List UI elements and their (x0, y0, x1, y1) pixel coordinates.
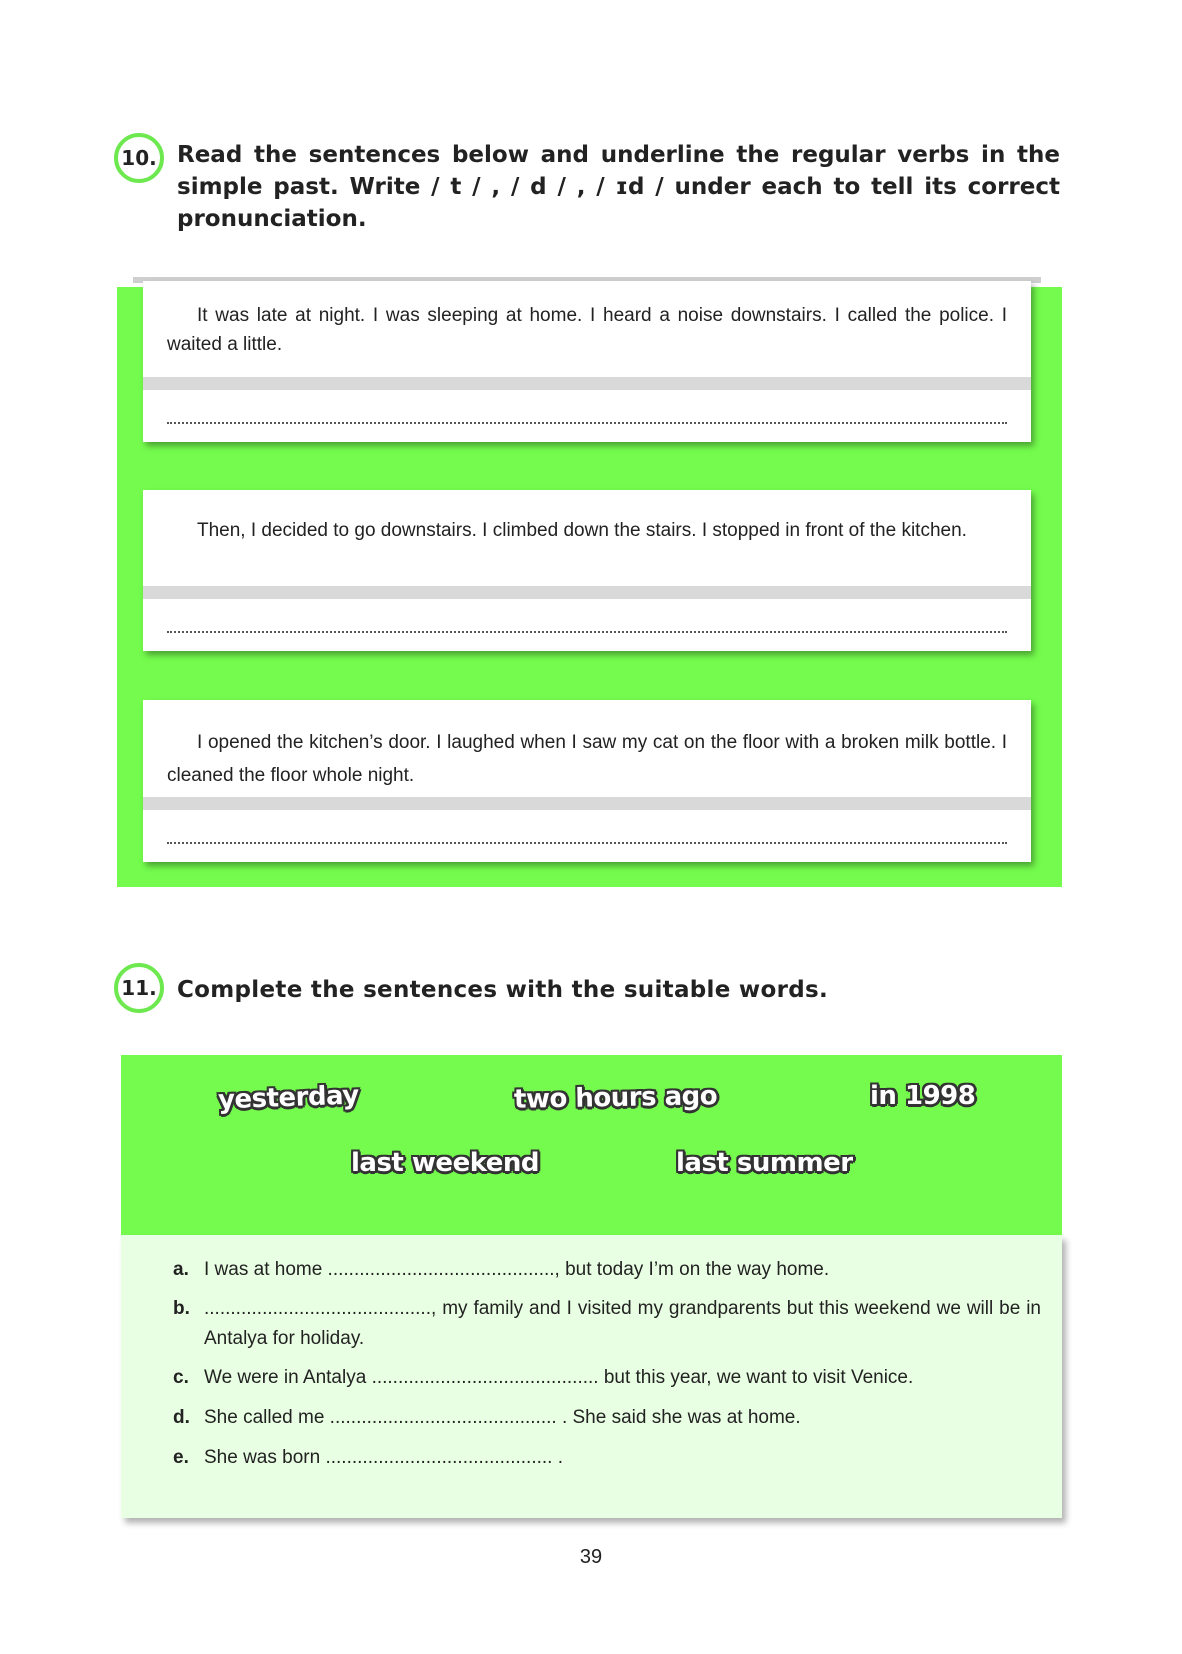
question-number-badge (114, 963, 164, 1013)
sentences-box (121, 1235, 1062, 1518)
sentence-label: b. (173, 1298, 190, 1319)
instruction-line: Read the sentences below and underline the regular verbs in the (177, 142, 1060, 168)
sentence-text: ..........................................., my family and I visited my grandparents but this weekend we will be in Antalya for holiday. (204, 1298, 1041, 1349)
dotted-line (167, 828, 1007, 844)
answer-line[interactable] (143, 390, 1031, 442)
sentence-item (173, 1363, 1041, 1393)
card-paragraph: It was late at night. I was sleeping at home. I heard a noise downstairs. I called the police. I waited a little. (167, 305, 1007, 355)
question-instruction: Complete the sentences with the suitable words. (177, 977, 829, 1003)
sentence-card (143, 281, 1031, 442)
sentence-card (143, 490, 1031, 651)
sentence-card (143, 700, 1031, 862)
sentence-text: She called me ........................................... . She said she was at home. (204, 1407, 801, 1428)
page-number: 39 (579, 1546, 603, 1568)
sentence-text: She was born ........................................... . (204, 1447, 564, 1468)
sentence-text: I was at home ..........................................., but today I’m on the way home. (204, 1259, 830, 1280)
card-divider (143, 586, 1031, 599)
word-chip: two hours ago (513, 1081, 718, 1115)
question-number-badge (114, 133, 164, 183)
card-divider (143, 377, 1031, 390)
sentence-item (173, 1443, 1041, 1473)
sentence-label: a. (173, 1259, 189, 1280)
answer-line[interactable] (143, 810, 1031, 862)
dotted-line (167, 408, 1007, 424)
sentence-item (173, 1403, 1041, 1433)
answer-line[interactable] (143, 599, 1031, 651)
word-chip: in 1998 (870, 1081, 976, 1111)
question-instruction (177, 139, 1060, 235)
sentence-label: e. (173, 1447, 189, 1468)
sentence-label: d. (173, 1407, 190, 1428)
question-number: 11. (121, 976, 157, 1000)
instruction-line: simple past. Write / t / , / d / , / ɪd / under each to tell its correct (177, 174, 1060, 200)
word-chip: yesterday (217, 1080, 360, 1116)
instruction-line: pronunciation. (177, 206, 367, 232)
question-number: 10. (121, 146, 157, 170)
sentence-text: We were in Antalya ........................................... but this year, we want to visit Venice. (204, 1367, 914, 1388)
card-divider (143, 797, 1031, 810)
dotted-line (167, 617, 1007, 633)
card-paragraph: I opened the kitchen’s door. I laughed when I saw my cat on the floor with a broken milk bottle. I cleaned the floor whole night. (167, 732, 1007, 786)
word-chip: last weekend (351, 1148, 540, 1178)
word-chip: last summer (676, 1148, 853, 1178)
word-bank (121, 1055, 1062, 1235)
sentence-item (173, 1255, 1041, 1285)
card-paragraph: Then, I decided to go downstairs. I climbed down the stairs. I stopped in front of the kitchen. (197, 520, 967, 541)
sentence-item (173, 1294, 1041, 1354)
sentence-label: c. (173, 1367, 189, 1388)
